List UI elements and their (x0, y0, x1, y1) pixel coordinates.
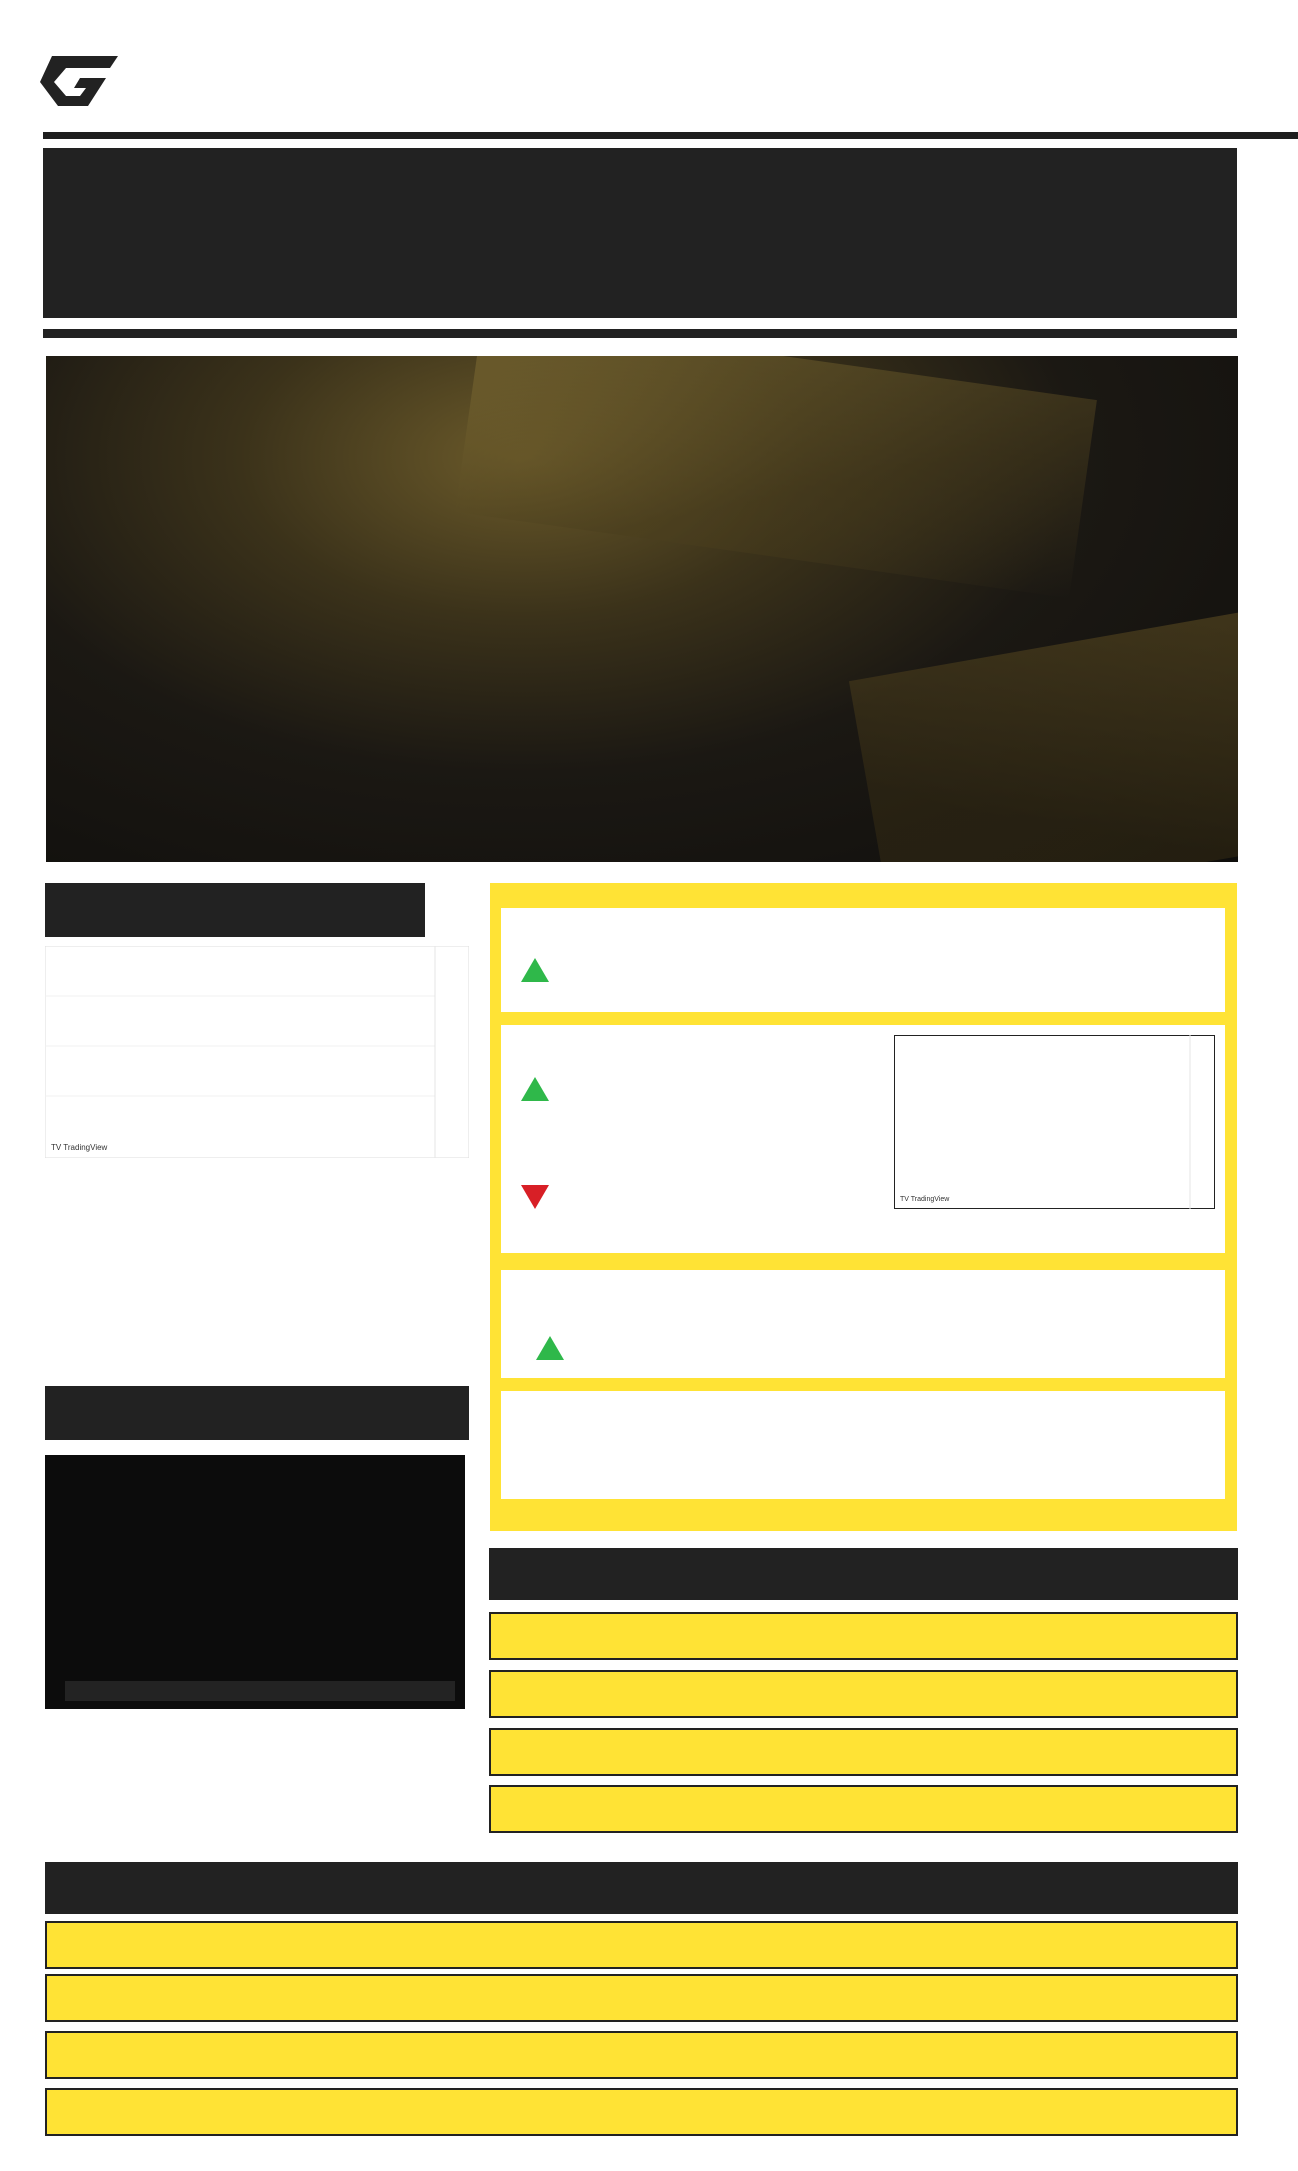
hero-section (46, 356, 1238, 862)
bond-line (521, 1185, 558, 1209)
dxy-chart (894, 1035, 1215, 1209)
table-row (45, 1974, 1238, 2022)
svg-text:TV TradingView: TV TradingView (900, 1196, 950, 1203)
svg-text:TV TradingView: TV TradingView (51, 1143, 108, 1152)
news-summary-label (489, 1548, 1238, 1600)
level-r2 (1019, 1411, 1089, 1427)
level-s1 (806, 1411, 876, 1427)
spdr-section-label (45, 1386, 469, 1440)
trend-value-row (524, 1336, 570, 1360)
down-arrow-icon (521, 1185, 549, 1209)
up-arrow-icon (521, 958, 549, 982)
forecast-card (501, 1270, 1225, 1378)
table-row (45, 2088, 1238, 2136)
main-banner (43, 148, 1237, 318)
table-row (489, 1785, 1238, 1833)
up-arrow-icon (521, 1077, 549, 1101)
level-s2 (736, 1411, 806, 1427)
today-news-label (45, 1862, 1238, 1914)
gold-bar-image (455, 356, 1097, 598)
dxy-line (521, 1077, 563, 1101)
spdr-flow-chart (45, 1455, 465, 1709)
table-row (45, 2031, 1238, 2079)
golden-fund-logo-icon (40, 48, 120, 116)
table-header-row (45, 1921, 1238, 1969)
up-arrow-icon (536, 1336, 564, 1360)
gold-price-card (501, 908, 1225, 1012)
table-row (489, 1670, 1238, 1718)
level-r1 (948, 1411, 1018, 1427)
header-divider (43, 132, 1298, 139)
banner-divider (43, 329, 1237, 338)
table-row (489, 1728, 1238, 1776)
support-resistance-card (501, 1391, 1225, 1499)
market-panel (490, 883, 1237, 1531)
table-header-row (489, 1612, 1238, 1660)
level-s3 (664, 1411, 734, 1427)
gold-price-chart (45, 946, 469, 1158)
dxy-bond-card (501, 1025, 1225, 1253)
gold-bar-image (849, 594, 1238, 862)
price-line (521, 958, 566, 982)
level-r3 (1091, 1411, 1161, 1427)
level-pp (876, 1411, 946, 1427)
gold-section-label (45, 883, 425, 937)
